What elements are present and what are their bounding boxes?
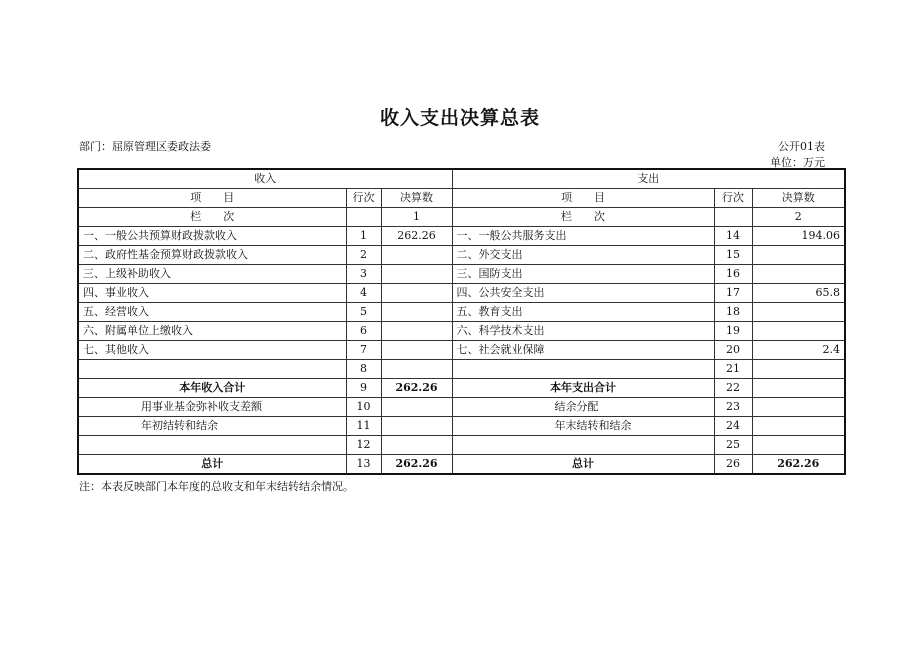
department-label: 部门：屈原管理区委政法委 xyxy=(79,140,211,153)
table-row xyxy=(78,303,845,322)
income-line-no: 7 xyxy=(346,341,381,360)
income-column-label: 栏 次 xyxy=(78,208,346,227)
expense-item-header: 项 目 xyxy=(452,189,714,208)
expense-item: 一、一般公共服务支出 xyxy=(452,227,714,246)
expense-amount xyxy=(752,398,845,417)
expense-amount: 194.06 xyxy=(752,227,845,246)
table-row xyxy=(78,265,845,284)
expense-column-label: 栏 次 xyxy=(452,208,714,227)
expense-amount xyxy=(752,246,845,265)
expense-line-header: 行次 xyxy=(714,189,752,208)
table-row xyxy=(78,284,845,303)
empty-cell xyxy=(714,208,752,227)
income-subtotal-label: 本年收入合计 xyxy=(78,379,346,398)
income-item: 年初结转和结余 xyxy=(78,417,346,436)
expense-amount xyxy=(752,303,845,322)
footnote: 注：本表反映部门本年度的总收支和年末结转结余情况。 xyxy=(79,480,354,493)
table-row xyxy=(78,417,845,436)
empty-cell xyxy=(346,208,381,227)
expense-item: 五、教育支出 xyxy=(452,303,714,322)
income-item: 五、经营收入 xyxy=(78,303,346,322)
total-row xyxy=(78,455,845,475)
expense-line-no: 23 xyxy=(714,398,752,417)
income-line-no: 8 xyxy=(346,360,381,379)
income-column-number: 1 xyxy=(381,208,452,227)
subtotal-row xyxy=(78,379,845,398)
income-line-header: 行次 xyxy=(346,189,381,208)
income-item: 四、事业收入 xyxy=(78,284,346,303)
expense-line-no: 26 xyxy=(714,455,752,475)
expense-item: 六、科学技术支出 xyxy=(452,322,714,341)
expense-amount-header: 决算数 xyxy=(752,189,845,208)
income-amount xyxy=(381,246,452,265)
expense-line-no: 22 xyxy=(714,379,752,398)
income-item: 七、其他收入 xyxy=(78,341,346,360)
income-item-header: 项 目 xyxy=(78,189,346,208)
table-row xyxy=(78,341,845,360)
expense-amount xyxy=(752,360,845,379)
expense-item xyxy=(452,436,714,455)
expense-item: 七、社会就业保障 xyxy=(452,341,714,360)
income-line-no: 1 xyxy=(346,227,381,246)
income-amount xyxy=(381,436,452,455)
form-number: 公开01表 xyxy=(778,140,825,153)
table-row xyxy=(78,360,845,379)
summary-table xyxy=(77,168,846,475)
expense-item: 三、国防支出 xyxy=(452,265,714,284)
expense-line-no: 17 xyxy=(714,284,752,303)
expense-line-no: 21 xyxy=(714,360,752,379)
table-row xyxy=(78,436,845,455)
income-item: 三、上级补助收入 xyxy=(78,265,346,284)
expense-total-label: 总计 xyxy=(452,455,714,475)
expense-item xyxy=(452,360,714,379)
expense-line-no: 25 xyxy=(714,436,752,455)
page-title: 收入支出决算总表 xyxy=(379,107,540,129)
expense-amount xyxy=(752,436,845,455)
expense-item: 结余分配 xyxy=(452,398,714,417)
income-amount-header: 决算数 xyxy=(381,189,452,208)
income-amount xyxy=(381,360,452,379)
expense-amount: 2.4 xyxy=(752,341,845,360)
income-amount: 262.26 xyxy=(381,227,452,246)
expense-item: 年末结转和结余 xyxy=(452,417,714,436)
income-total-amount: 262.26 xyxy=(381,455,452,475)
expense-line-no: 16 xyxy=(714,265,752,284)
income-total-label: 总计 xyxy=(78,455,346,475)
income-amount xyxy=(381,341,452,360)
income-line-no: 12 xyxy=(346,436,381,455)
expense-total-amount: 262.26 xyxy=(752,455,845,475)
income-line-no: 3 xyxy=(346,265,381,284)
table-row xyxy=(78,322,845,341)
income-amount xyxy=(381,322,452,341)
income-line-no: 2 xyxy=(346,246,381,265)
expense-column-number: 2 xyxy=(752,208,845,227)
income-amount xyxy=(381,265,452,284)
expense-amount xyxy=(752,265,845,284)
unit-label: 单位：万元 xyxy=(770,156,825,169)
income-line-no: 13 xyxy=(346,455,381,475)
income-amount xyxy=(381,303,452,322)
expense-item: 二、外交支出 xyxy=(452,246,714,265)
income-line-no: 5 xyxy=(346,303,381,322)
income-item xyxy=(78,436,346,455)
expense-header: 支出 xyxy=(452,169,845,189)
income-item: 一、一般公共预算财政拨款收入 xyxy=(78,227,346,246)
expense-subtotal-label: 本年支出合计 xyxy=(452,379,714,398)
income-line-no: 11 xyxy=(346,417,381,436)
income-header: 收入 xyxy=(78,169,452,189)
income-item xyxy=(78,360,346,379)
income-item: 六、附属单位上缴收入 xyxy=(78,322,346,341)
table-row xyxy=(78,227,845,246)
income-line-no: 4 xyxy=(346,284,381,303)
income-item: 用事业基金弥补收支差额 xyxy=(78,398,346,417)
expense-line-no: 15 xyxy=(714,246,752,265)
income-line-no: 6 xyxy=(346,322,381,341)
income-subtotal-amount: 262.26 xyxy=(381,379,452,398)
table-row xyxy=(78,398,845,417)
expense-line-no: 18 xyxy=(714,303,752,322)
income-line-no: 9 xyxy=(346,379,381,398)
expense-amount xyxy=(752,417,845,436)
expense-line-no: 20 xyxy=(714,341,752,360)
table-row xyxy=(78,246,845,265)
income-amount xyxy=(381,398,452,417)
expense-subtotal-amount xyxy=(752,379,845,398)
expense-line-no: 24 xyxy=(714,417,752,436)
expense-line-no: 19 xyxy=(714,322,752,341)
expense-amount: 65.8 xyxy=(752,284,845,303)
income-amount xyxy=(381,417,452,436)
income-item: 二、政府性基金预算财政拨款收入 xyxy=(78,246,346,265)
expense-item: 四、公共安全支出 xyxy=(452,284,714,303)
expense-line-no: 14 xyxy=(714,227,752,246)
expense-amount xyxy=(752,322,845,341)
income-line-no: 10 xyxy=(346,398,381,417)
income-amount xyxy=(381,284,452,303)
